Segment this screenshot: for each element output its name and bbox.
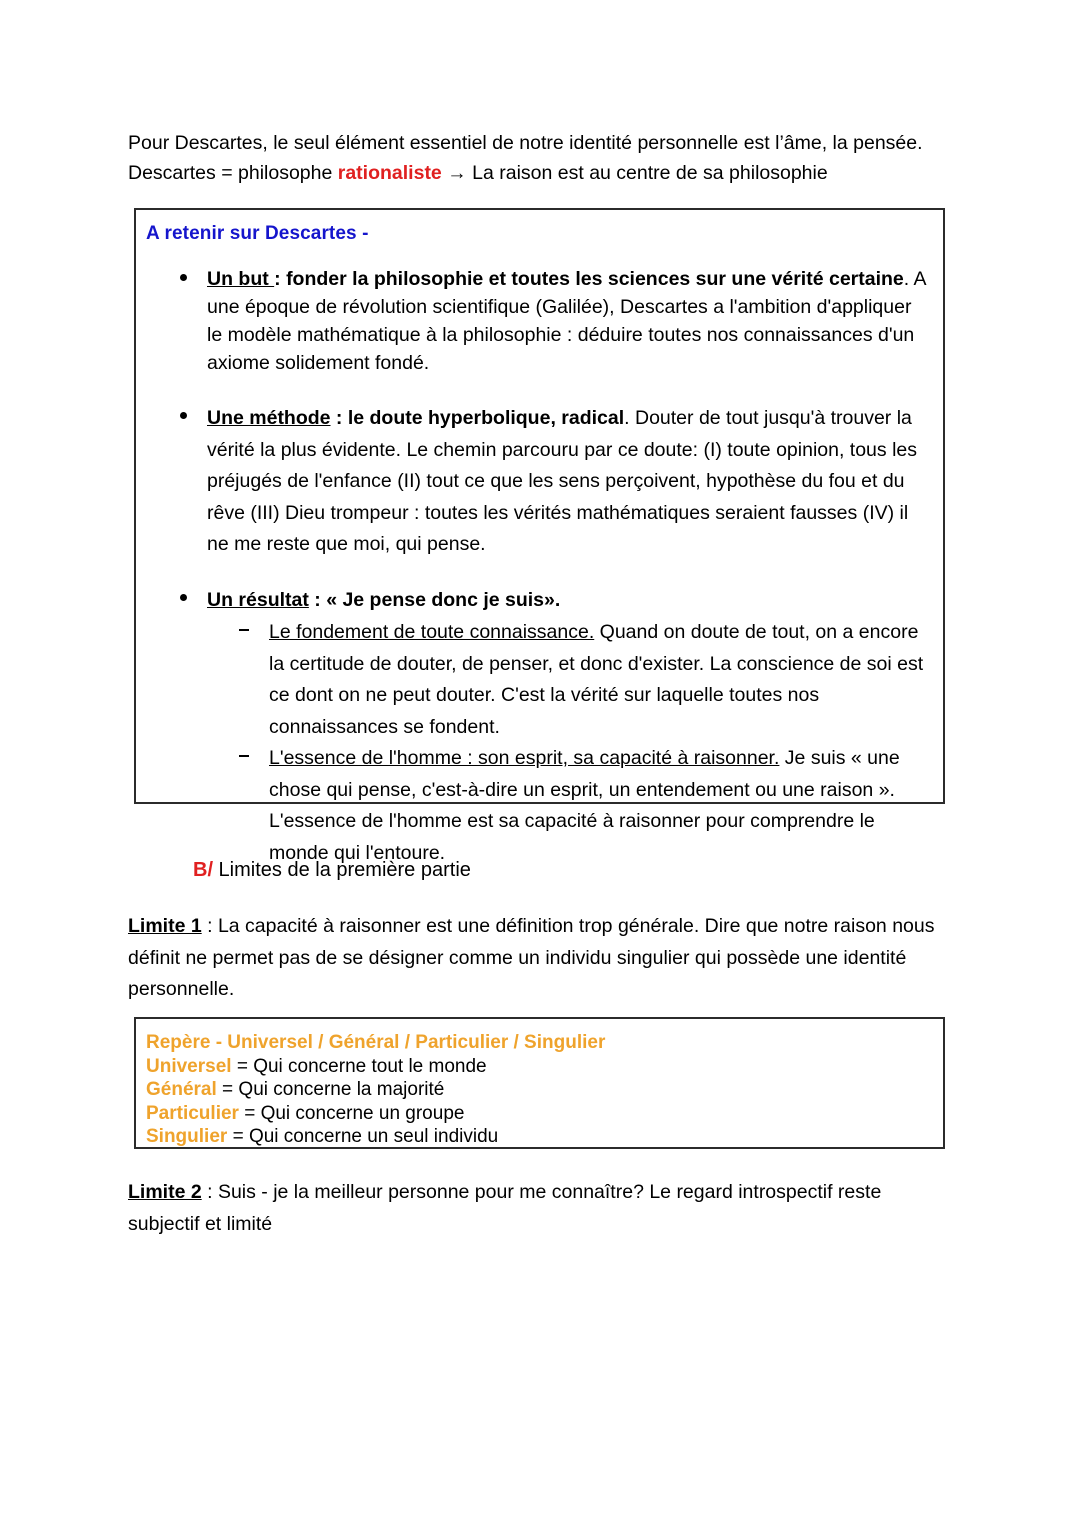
bullet-un-resultat-lead: Un résultat	[207, 588, 309, 611]
repere-definition-singulier: = Qui concerne un seul individu	[227, 1126, 499, 1147]
repere-term-particulier: Particulier	[146, 1102, 239, 1124]
limite-2-body: : Suis - je la meilleur personne pour me connaître? Le regard introspectif reste subjectif et limité	[128, 1181, 882, 1235]
section-b-marker: B/	[193, 859, 213, 881]
repere-lines	[146, 1031, 935, 1149]
repere-term-general: Général	[146, 1079, 217, 1100]
limite-2-label: Limite 2	[128, 1181, 202, 1203]
bullet-un-resultat-lead-rest: : « Je pense donc je suis».	[308, 588, 561, 611]
section-b-title: Limites de la première partie	[213, 859, 471, 881]
subitem-fondement	[207, 617, 943, 743]
limite-1-label: Limite 1	[128, 915, 202, 937]
intro-line-2-prefix: Descartes = philosophe	[128, 162, 338, 184]
descartes-summary-box	[134, 208, 945, 864]
subitem-fondement-text	[269, 617, 927, 743]
limite-1-paragraph	[128, 911, 958, 1006]
subitem-fondement-lead: Le fondement de toute connaissance.	[269, 621, 595, 643]
bullet-un-resultat-subitems	[136, 617, 943, 869]
repere-entry-general	[146, 1078, 935, 1102]
bullet-dot-icon	[180, 274, 187, 281]
repere-term-universel: Universel	[146, 1055, 232, 1077]
intro-line-1: Pour Descartes, le seul élément essentiel de notre identité personnelle est l’âme, la pensée.	[128, 132, 923, 154]
limite-2-paragraph	[128, 1177, 958, 1240]
bullet-dot-icon	[180, 412, 187, 419]
spacer	[136, 377, 943, 403]
subitem-fondement-body: Quand on doute de tout, on a encore la certitude de douter, de penser, et donc d'exister. La conscience de soi est ce dont on ne peut douter. C'est la vérité sur laquelle toutes nos connaissances se fondent.	[269, 621, 924, 738]
bullet-dot-icon	[180, 594, 187, 601]
bullet-un-resultat	[136, 585, 943, 617]
bullet-une-methode-text	[207, 403, 927, 561]
repere-entry-universel	[146, 1055, 935, 1079]
section-b-heading	[193, 856, 471, 884]
repere-term-singulier: Singulier	[146, 1126, 228, 1147]
descartes-bullet-list	[136, 265, 943, 869]
bullet-un-but-lead: Un but	[207, 268, 275, 290]
rationaliste-highlight: rationaliste	[337, 162, 442, 184]
repere-definition-general: = Qui concerne la majorité	[216, 1079, 445, 1100]
bullet-un-but-text	[207, 265, 927, 377]
bullet-un-but	[136, 265, 943, 377]
dash-bullet-icon	[239, 755, 249, 757]
intro-line-2-suffix: → La raison est au centre de sa philosophie	[441, 162, 828, 184]
bullet-une-methode-lead: Une méthode	[207, 407, 331, 429]
repere-box	[134, 1017, 945, 1149]
dash-bullet-icon	[239, 629, 249, 631]
bullet-un-but-body: . A une époque de révolution scientifique (Galilée), Descartes a l'ambition d'appliquer le modèle mathématique à la philosophie : déduire toutes nos connaissances d'un axiome solidement fondé.	[207, 268, 926, 374]
bullet-une-methode-lead-rest: : le doute hyperbolique, radical	[330, 407, 625, 429]
repere-entry-singulier	[146, 1125, 935, 1149]
limite-1-body: : La capacité à raisonner est une définition trop générale. Dire que notre raison nous définit ne permet pas de se désigner comme un individu singulier qui possède une identité personnelle.	[128, 915, 935, 1000]
intro-paragraph	[128, 128, 958, 188]
repere-heading: Repère - Universel / Général / Particulier / Singulier	[146, 1032, 606, 1053]
subitem-essence	[207, 743, 943, 869]
bullet-un-but-lead-rest: : fonder la philosophie et toutes les sciences sur une vérité certaine	[274, 268, 904, 290]
repere-definition-particulier: = Qui concerne un groupe	[238, 1102, 465, 1124]
repere-definition-universel: = Qui concerne tout le monde	[231, 1055, 487, 1077]
bullet-un-resultat-text	[207, 585, 927, 617]
subitem-essence-text	[269, 743, 927, 869]
subitem-essence-body: Je suis « une chose qui pense, c'est-à-dire un esprit, un entendement ou une raison ». L'essence de l'homme est sa capacité à raisonner pour comprendre le monde qui l'entoure.	[269, 747, 900, 864]
spacer	[136, 561, 943, 585]
repere-entry-particulier	[146, 1102, 935, 1126]
subitem-wrapper	[136, 617, 943, 869]
descartes-box-title: A retenir sur Descartes -	[146, 223, 369, 244]
bullet-une-methode	[136, 403, 943, 561]
subitem-essence-lead: L'essence de l'homme : son esprit, sa capacité à raisonner.	[269, 747, 780, 769]
bullet-une-methode-body: . Douter de tout jusqu'à trouver la vérité la plus évidente. Le chemin parcouru par ce doute: (I) toute opinion, tous les préjugés de l'enfance (II) tout ce que les sens perçoivent, hypothèse du fou et du rêve (III) Dieu trompeur : toutes les vérités mathématiques seraient fausses (IV) il ne me reste que moi, qui pense.	[207, 407, 917, 555]
